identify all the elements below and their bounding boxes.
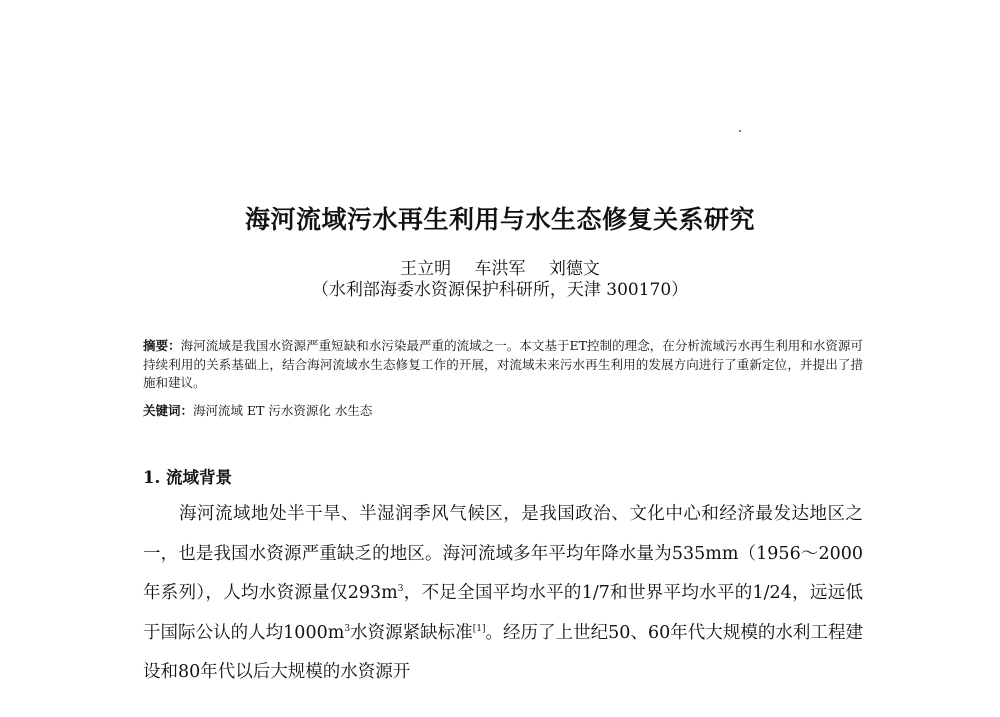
keywords-text: 海河流域 ET 污水资源化 水生态 [193,403,373,418]
abstract-label: 摘要： [143,338,181,353]
paragraph-text-4: 。经历了上世纪50、60年代大规模的水利工程建设和80年代以后大规模的水资源开 [143,622,863,682]
paper-title: 海河流域污水再生利用与水生态修复关系研究 [244,204,755,234]
author-list: 王立明 车洪军 刘德文 [400,259,600,279]
abstract [143,337,863,393]
citation-ref: [1] [472,623,486,634]
author-affiliation: （水利部海委水资源保护科研所，天津 300170） [311,280,689,300]
superscript-unit-1: 3 [397,584,404,595]
paragraph-text-1: 海河流域地处半干旱、半湿润季风气候区，是我国政治、文化中心和经济最发达地区之一，也是我国水资源严重缺乏的地区。海河流域多年平均年降水量为535mm（1956～2000年系列），人均水资源量仅293m [143,504,863,603]
superscript-unit-2: 3 [344,623,351,634]
abstract-text: 海河流域是我国水资源严重短缺和水污染最严重的流域之一。本文基于ET控制的理念，在分析流域污水再生利用和水资源可持续利用的关系基础上，结合海河流域水生态修复工作的开展，对流域未来污水再生利用的发展方向进行了重新定位，并提出了措施和建议。 [143,338,863,390]
keywords [143,402,372,420]
keywords-label: 关键词： [143,403,194,418]
body-paragraph [143,495,863,693]
paragraph-text-2: ，不足全国平均水平的1/7和世界平均水平的1/24，远远低于国际公认的人均1000m [143,583,863,643]
section-heading: 1. 流域背景 [143,468,232,487]
scan-speck [739,130,741,132]
paragraph-text-3: 水资源紧缺标准 [350,622,473,643]
